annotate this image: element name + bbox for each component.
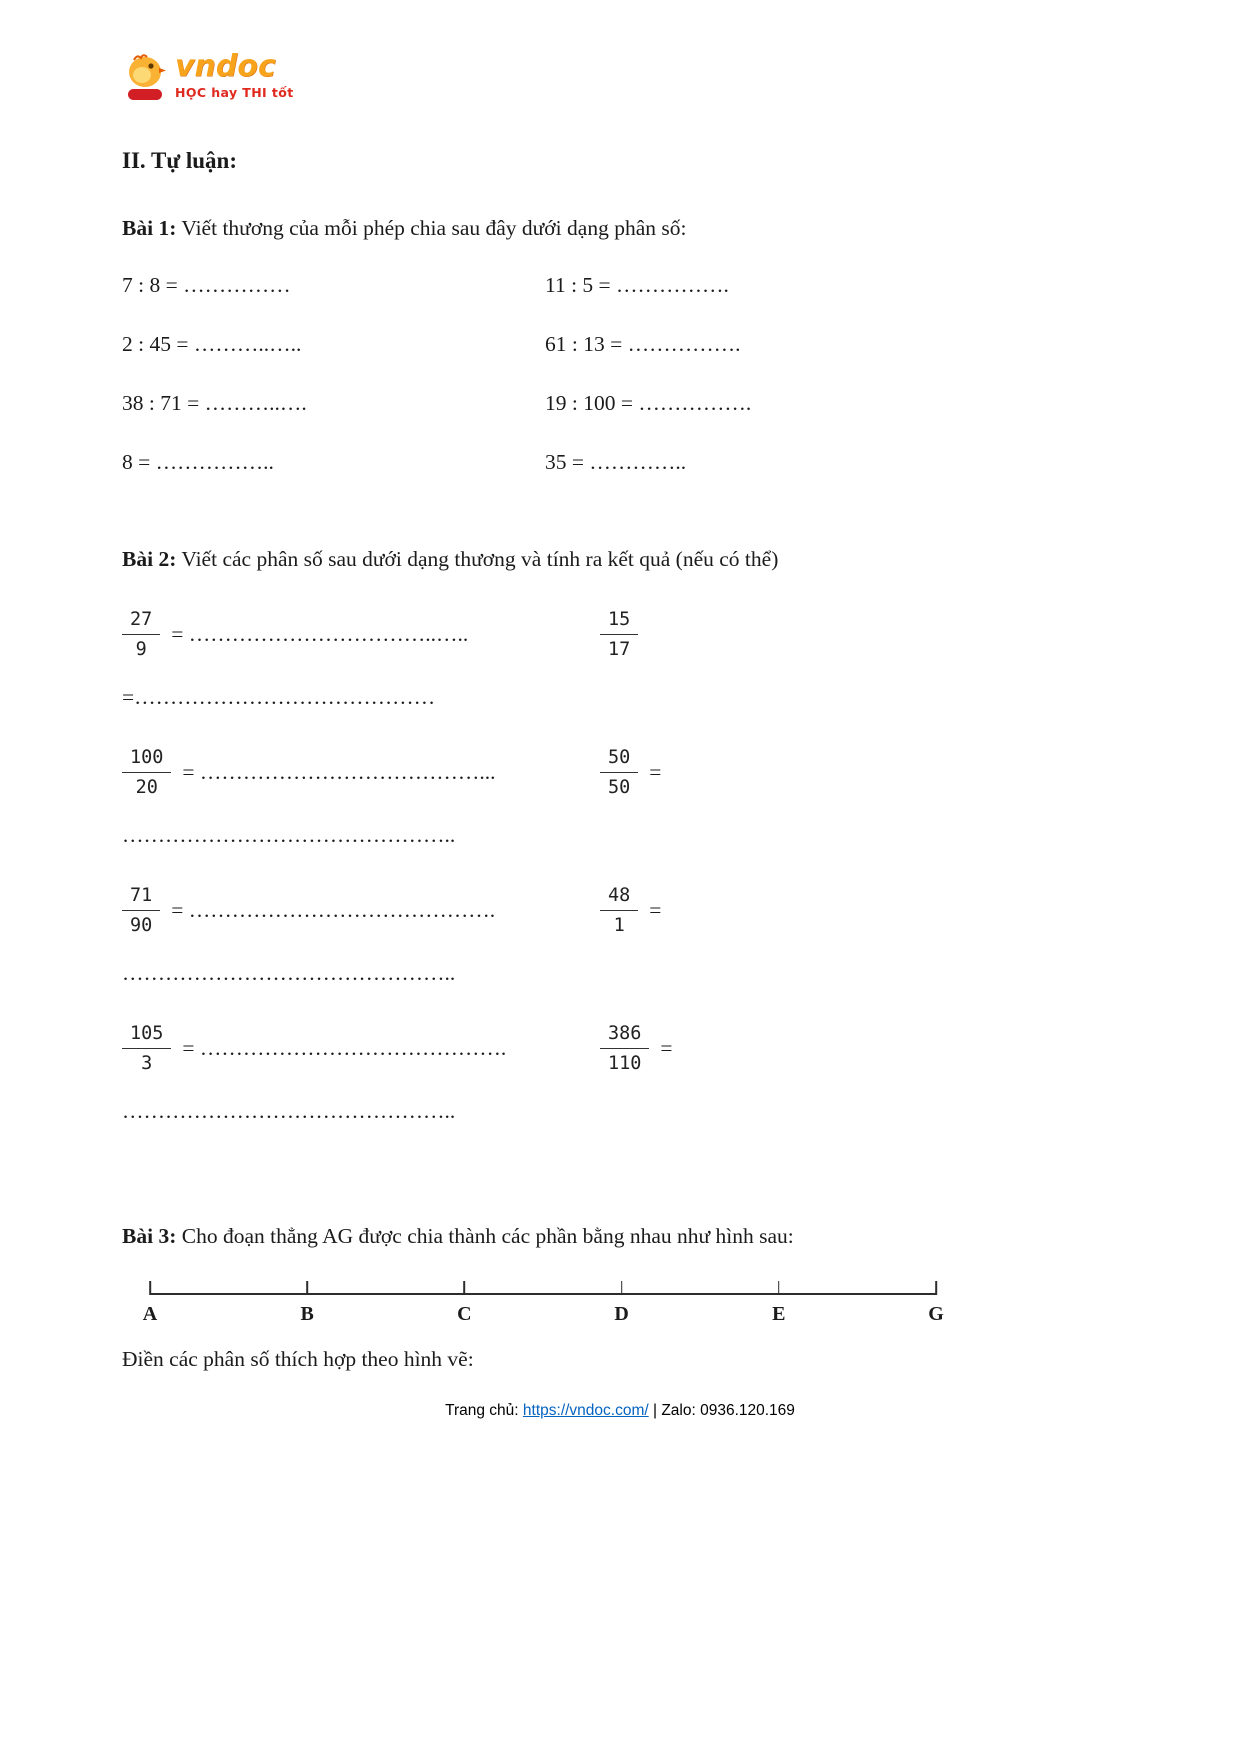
fraction-numerator: 105 (122, 1022, 171, 1049)
fraction-numerator: 50 (600, 746, 638, 773)
answer-blank-line: ……………………………………….. (122, 961, 456, 985)
point-label: G (928, 1303, 944, 1325)
division-blank: 38 : 71 = ………..…. (122, 391, 307, 415)
fraction-right (600, 608, 1118, 661)
bai2-heading (122, 547, 1118, 572)
tick-mark (306, 1281, 308, 1295)
bai3-label: Bài 3: (122, 1224, 177, 1248)
fraction (600, 746, 638, 799)
footer-zalo-text: | Zalo: 0936.120.169 (648, 1402, 795, 1419)
fraction (600, 608, 638, 661)
answer-blank: = ……………………………..….. (171, 622, 469, 646)
fraction-left (122, 608, 600, 661)
fraction-denominator: 1 (613, 915, 625, 936)
point-label: D (614, 1303, 629, 1325)
exercise-row (122, 332, 1118, 357)
division-blank: 11 : 5 = ……………. (545, 273, 729, 297)
footer-home-label: Trang chủ: (445, 1402, 523, 1419)
bai1-label: Bài 1: (122, 216, 177, 240)
fraction-denominator: 90 (130, 915, 153, 936)
fraction-left (122, 746, 600, 799)
answer-blank-line: =…………………………………… (122, 685, 436, 709)
fraction-numerator: 100 (122, 746, 171, 773)
bai1-prompt: Viết thương của mỗi phép chia sau đây dưới dạng phân số: (176, 216, 687, 240)
fraction-numerator: 48 (600, 884, 638, 911)
tick-mark (935, 1281, 937, 1295)
fraction (600, 1022, 649, 1075)
fraction-numerator: 15 (600, 608, 638, 635)
answer-blank-line: ……………………………………….. (122, 823, 456, 847)
fraction-denominator: 3 (141, 1053, 153, 1074)
section-title: II. Tự luận: (122, 148, 238, 173)
fraction (122, 608, 160, 661)
point-label: C (457, 1303, 472, 1325)
tick-mark (464, 1281, 466, 1295)
bai2-label: Bài 2: (122, 547, 177, 571)
tick-mark (778, 1281, 780, 1295)
fraction-numerator: 27 (122, 608, 160, 635)
bai1-exercises (122, 273, 1118, 475)
footer-home-link[interactable]: https://vndoc.com/ (522, 1402, 649, 1419)
bai2-row (122, 746, 1118, 799)
fraction (600, 884, 638, 937)
division-blank: 8 = …………….. (122, 450, 274, 474)
logo-tagline: HỌC hay THI tốt (175, 85, 294, 100)
division-blank: 35 = ………….. (545, 450, 687, 474)
exercise-row (122, 391, 1118, 416)
point-label: A (142, 1303, 158, 1325)
bai3-prompt: Cho đoạn thẳng AG được chia thành các phần bằng nhau như hình sau: (176, 1224, 794, 1248)
fraction-left (122, 884, 600, 937)
fraction (122, 746, 171, 799)
fraction-denominator: 110 (608, 1053, 642, 1074)
division-blank: 7 : 8 = …………… (122, 273, 291, 297)
exercise-row (122, 273, 1118, 298)
answer-blank: = …………………………………... (182, 760, 496, 784)
fraction-denominator: 17 (608, 639, 631, 660)
answer-blank: = ……………………………………. (171, 898, 496, 922)
bai2-row (122, 608, 1118, 661)
fraction-left (122, 1022, 600, 1075)
division-blank: 19 : 100 = ……………. (545, 391, 752, 415)
exercise-row (122, 450, 1118, 475)
segment-diagram (142, 1277, 944, 1335)
answer-blank: = ……………………………………. (182, 1036, 507, 1060)
bai2-row (122, 884, 1118, 937)
equals-sign: = (649, 760, 662, 784)
vndoc-logo[interactable] (122, 49, 1118, 112)
fraction-right (600, 746, 1118, 799)
equals-sign: = (660, 1036, 673, 1060)
fraction-denominator: 50 (608, 777, 631, 798)
equals-sign: = (649, 898, 662, 922)
point-label: B (300, 1303, 314, 1325)
bai3-instruction: Điền các phân số thích hợp theo hình vẽ: (122, 1347, 474, 1371)
point-label: E (772, 1303, 786, 1325)
bai2-prompt: Viết các phân số sau dưới dạng thương và tính ra kết quả (nếu có thể) (176, 547, 779, 571)
logo-brand-text: vndoc (175, 49, 276, 84)
segment-line (150, 1293, 936, 1295)
fraction-denominator: 9 (135, 639, 147, 660)
fraction-numerator: 386 (600, 1022, 649, 1049)
chick-mascot-icon (122, 52, 168, 111)
division-blank: 61 : 13 = ……………. (545, 332, 741, 356)
answer-blank-line: ……………………………………….. (122, 1099, 456, 1123)
page-footer (122, 1402, 1118, 1420)
bai1-heading (122, 216, 1118, 241)
division-blank: 2 : 45 = ………..….. (122, 332, 302, 356)
bai2-row (122, 1022, 1118, 1075)
bai3-heading (122, 1224, 1118, 1249)
fraction-right (600, 1022, 1118, 1075)
fraction-denominator: 20 (135, 777, 158, 798)
fraction (122, 884, 160, 937)
fraction-numerator: 71 (122, 884, 160, 911)
tick-mark (621, 1281, 623, 1295)
tick-mark (149, 1281, 151, 1295)
fraction-right (600, 884, 1118, 937)
fraction (122, 1022, 171, 1075)
